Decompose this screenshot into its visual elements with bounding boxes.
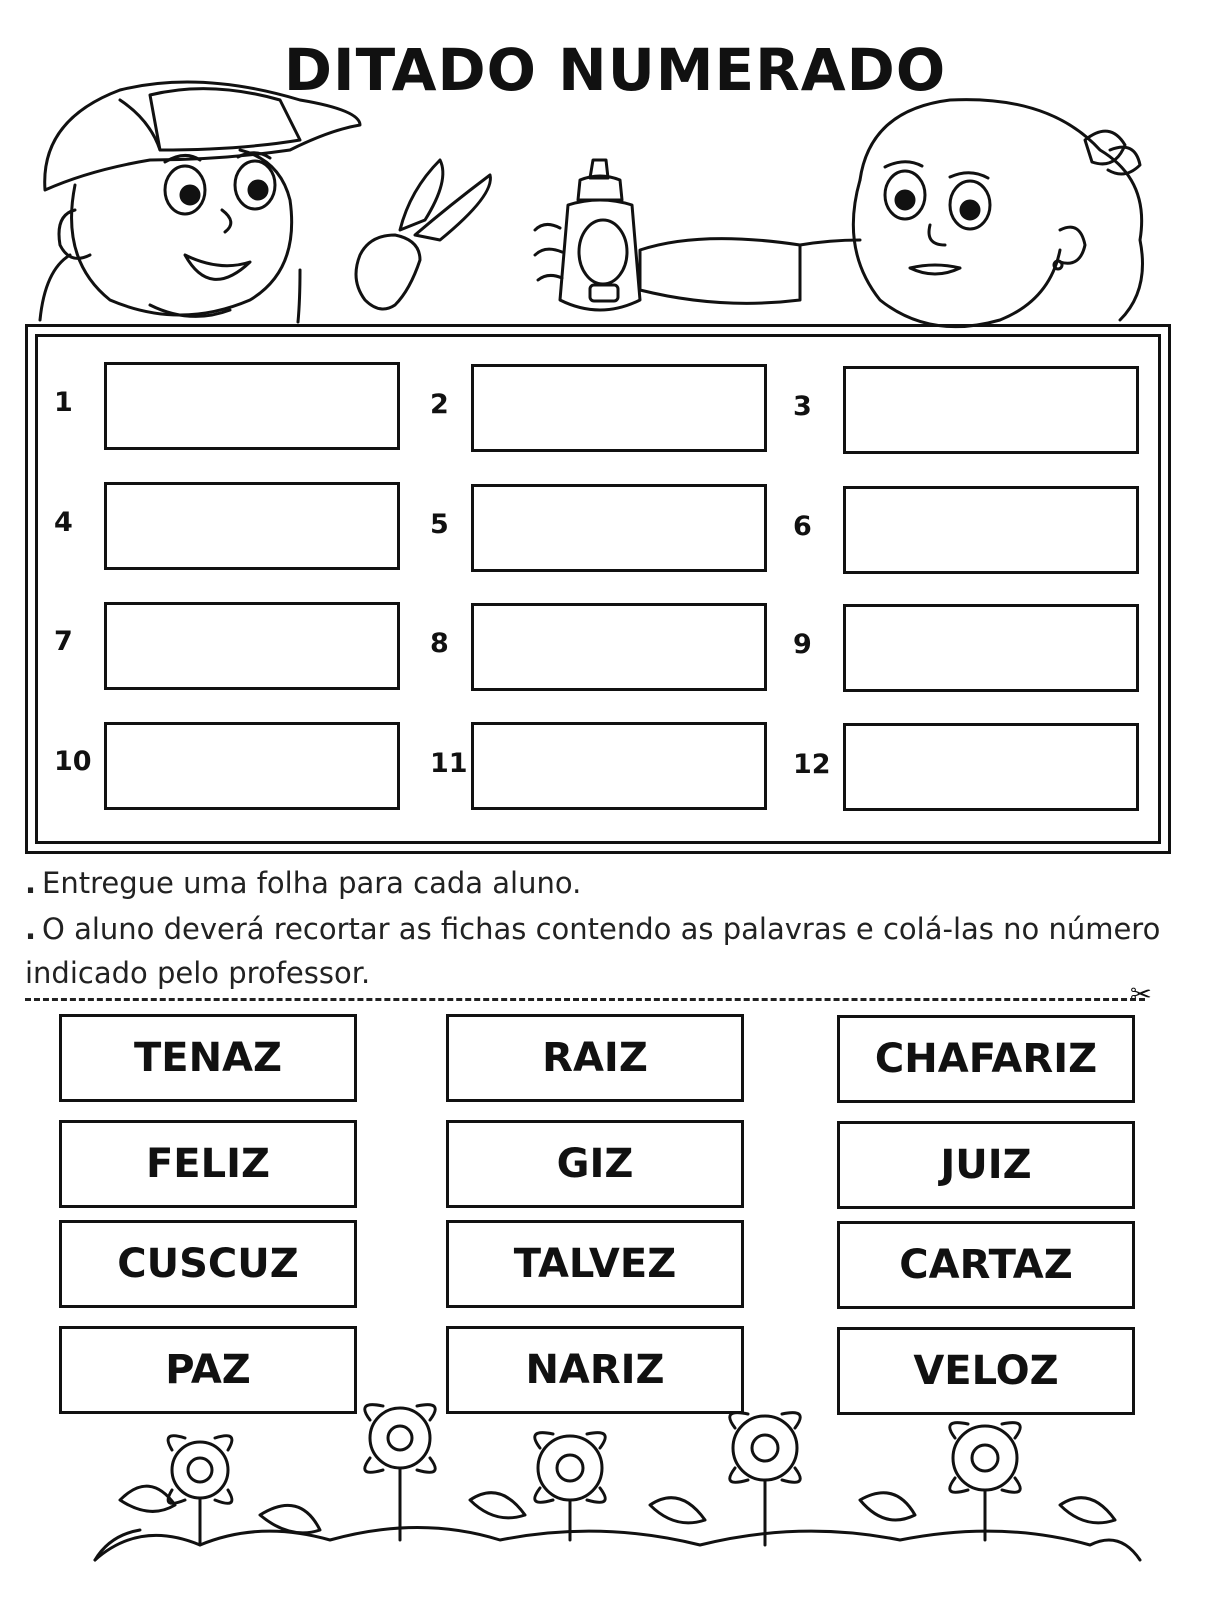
paste-box xyxy=(843,723,1139,811)
glue-bottle-icon xyxy=(535,160,640,310)
paste-box xyxy=(471,603,767,691)
slot-number: 7 xyxy=(54,626,73,657)
paste-box xyxy=(104,362,400,450)
slot-number: 4 xyxy=(54,507,73,538)
paste-box xyxy=(104,602,400,690)
slot-number: 12 xyxy=(793,749,831,780)
word-card[interactable]: CUSCUZ xyxy=(59,1220,357,1308)
paste-box xyxy=(104,722,400,810)
flowers-border-illustration xyxy=(95,1405,1140,1560)
slot-number: 1 xyxy=(54,387,73,418)
instruction-text: O aluno deverá recortar as fichas contendo as palavras e colá-las no número indicado pelo professor. xyxy=(25,912,1161,990)
page-title: DITADO NUMERADO xyxy=(283,36,947,104)
slot-number: 10 xyxy=(54,746,92,777)
slot-number: 5 xyxy=(430,509,449,540)
scissors-cut-icon: ✂ xyxy=(1130,980,1152,1010)
paste-box xyxy=(471,364,767,452)
scissors-icon xyxy=(356,160,490,309)
cut-line xyxy=(25,998,1145,1001)
paste-box xyxy=(843,486,1139,574)
paste-box xyxy=(471,722,767,810)
word-card[interactable]: RAIZ xyxy=(446,1014,744,1102)
paste-box xyxy=(104,482,400,570)
boy-illustration xyxy=(40,82,360,322)
word-card[interactable]: CARTAZ xyxy=(837,1221,1135,1309)
instruction-2 xyxy=(25,907,1185,995)
word-card[interactable]: FELIZ xyxy=(59,1120,357,1208)
word-card[interactable]: PAZ xyxy=(59,1326,357,1414)
word-card[interactable]: TENAZ xyxy=(59,1014,357,1102)
word-card[interactable]: GIZ xyxy=(446,1120,744,1208)
slot-number: 6 xyxy=(793,511,812,542)
paste-box xyxy=(843,604,1139,692)
word-card[interactable]: VELOZ xyxy=(837,1327,1135,1415)
word-card[interactable]: JUIZ xyxy=(837,1121,1135,1209)
paste-box xyxy=(843,366,1139,454)
instruction-1 xyxy=(25,861,1185,905)
word-card[interactable]: CHAFARIZ xyxy=(837,1015,1135,1103)
instruction-text: Entregue uma folha para cada aluno. xyxy=(42,866,582,900)
bullet: . xyxy=(25,912,37,946)
slot-number: 2 xyxy=(430,389,449,420)
slot-number: 11 xyxy=(430,748,468,779)
girl-illustration xyxy=(640,100,1143,327)
slot-number: 3 xyxy=(793,391,812,422)
slot-number: 9 xyxy=(793,629,812,660)
bullet: . xyxy=(25,866,37,900)
paste-box xyxy=(471,484,767,572)
word-card[interactable]: NARIZ xyxy=(446,1326,744,1414)
slot-number: 8 xyxy=(430,628,449,659)
word-card[interactable]: TALVEZ xyxy=(446,1220,744,1308)
